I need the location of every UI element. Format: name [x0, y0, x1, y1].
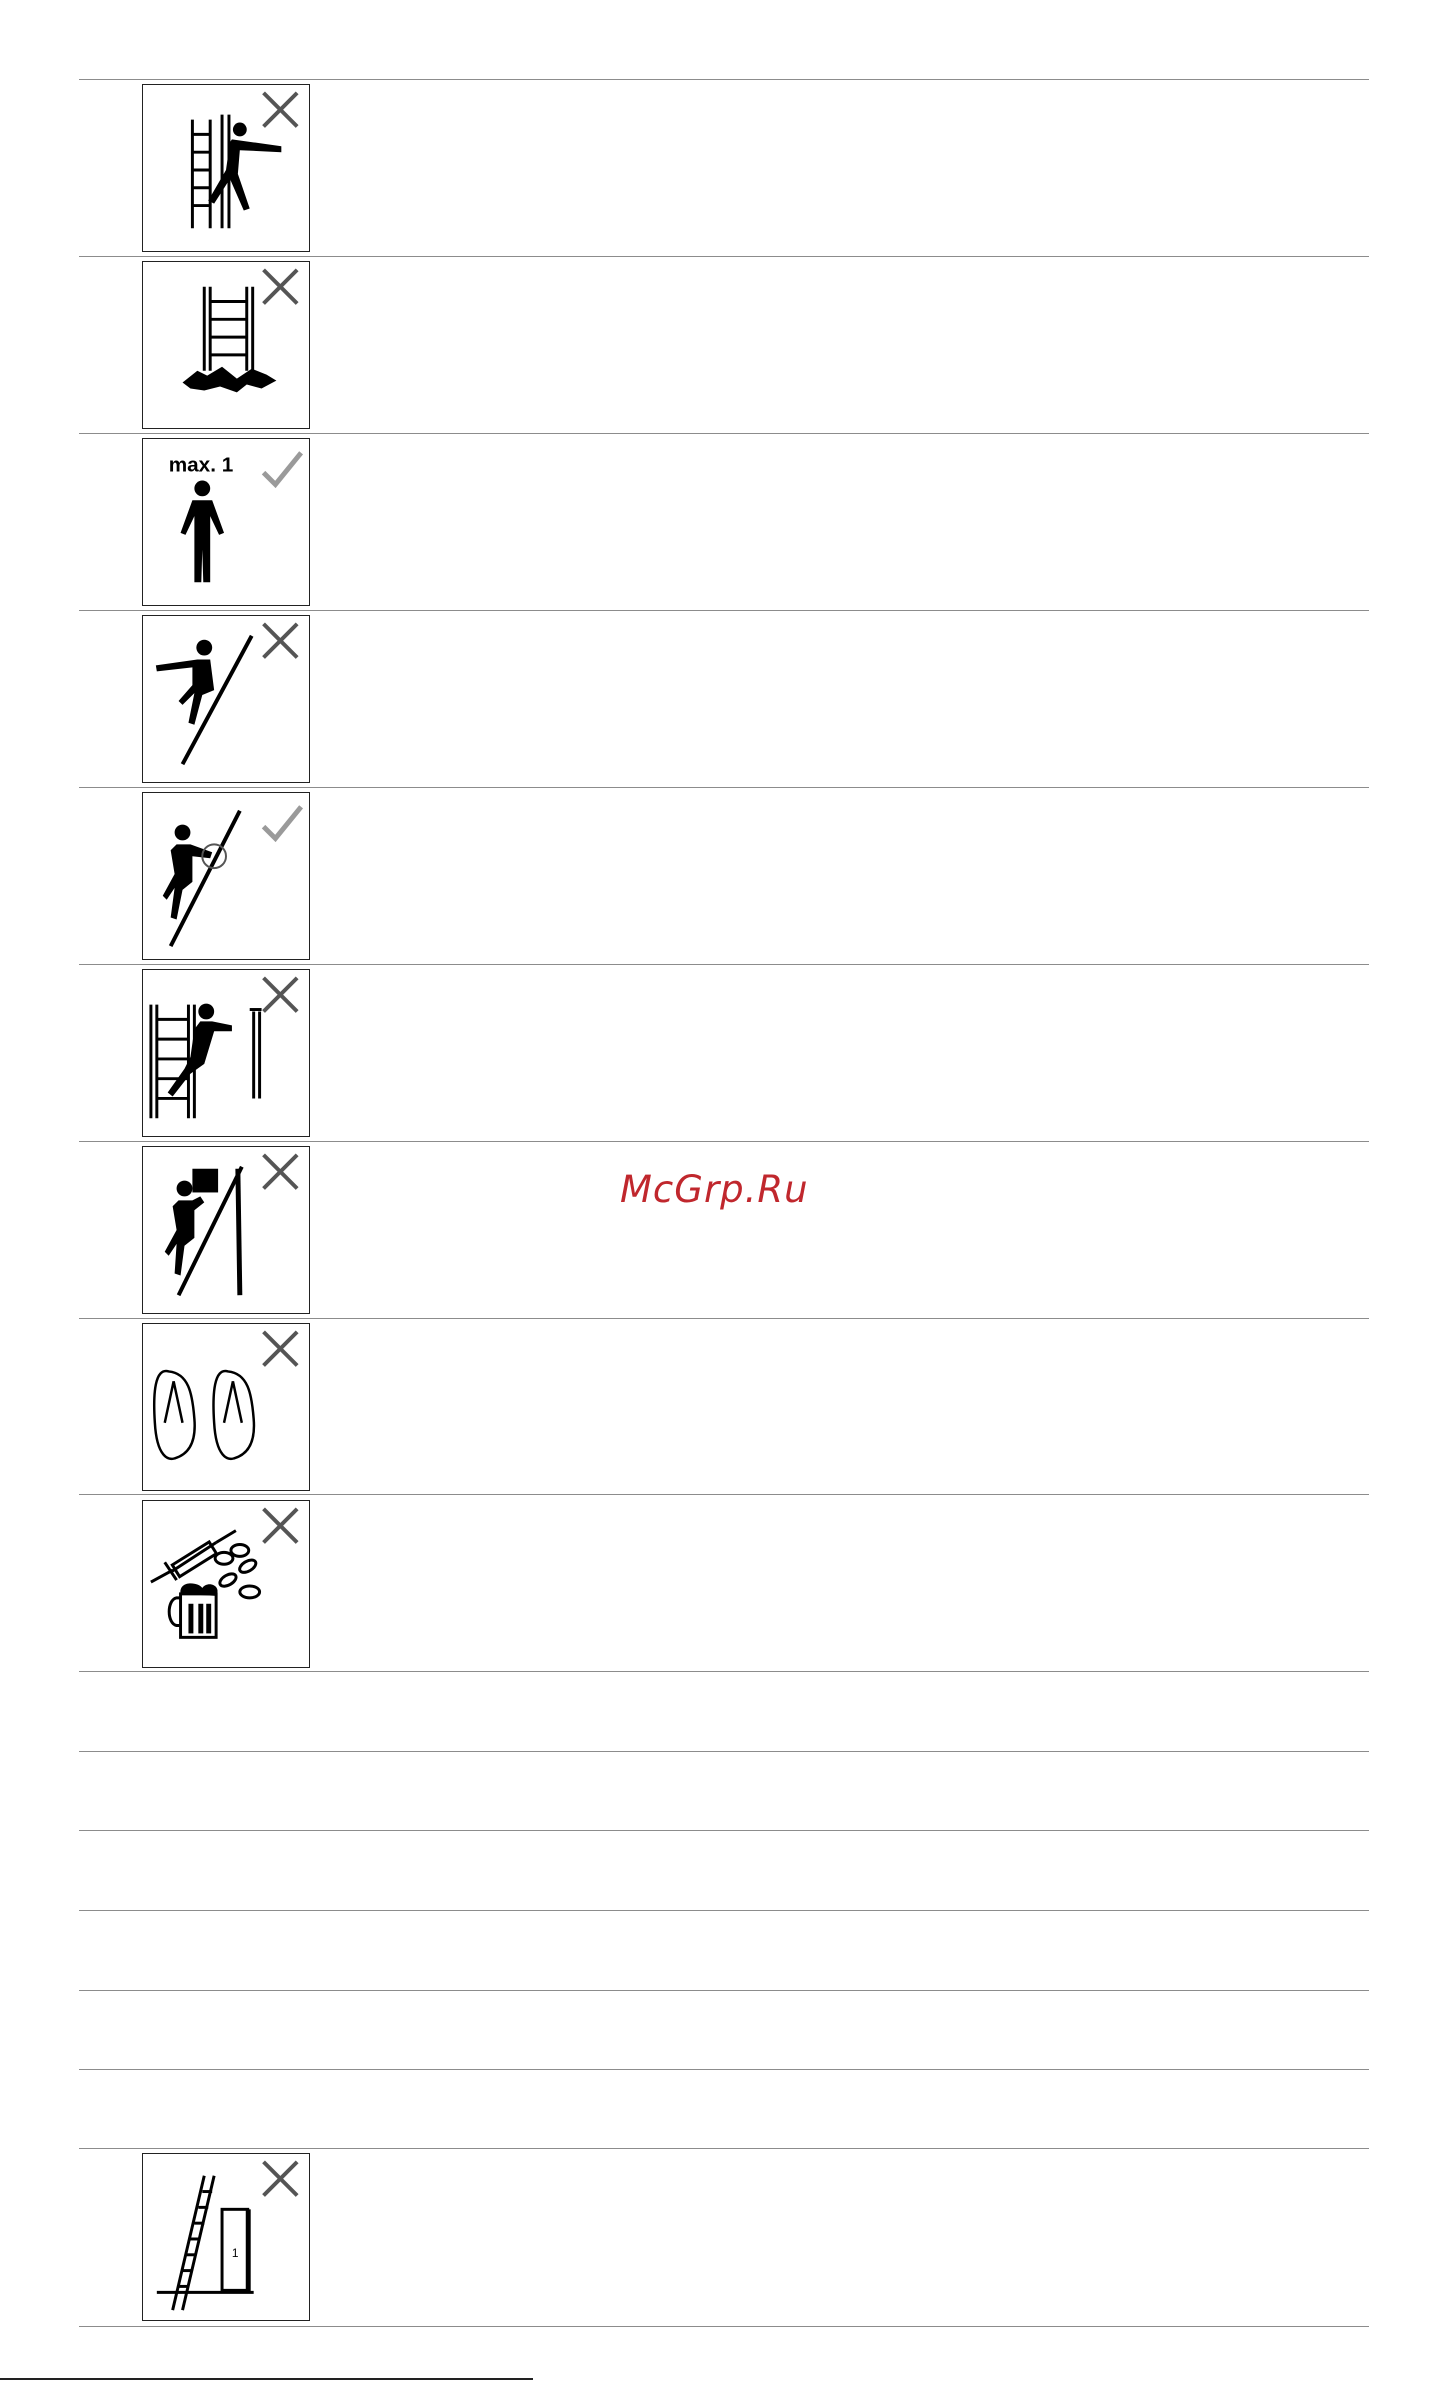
allowed-check-icon: [264, 807, 302, 839]
prohibited-x-icon: [264, 2162, 298, 2196]
door-number: 1: [231, 2245, 239, 2260]
row-divider: [79, 1910, 1369, 1911]
pictogram-carrying-load: [142, 1146, 310, 1314]
row-divider: [79, 1990, 1369, 1991]
prohibited-x-icon: [264, 978, 298, 1012]
row-divider: [79, 1494, 1369, 1495]
row-divider: [79, 610, 1369, 611]
pictogram-drugs-and-alcohol: [142, 1500, 310, 1668]
prohibited-x-icon: [264, 1509, 298, 1543]
watermark: McGrp.Ru: [620, 1168, 809, 1211]
prohibited-x-icon: [264, 1155, 298, 1189]
row-divider: [79, 964, 1369, 965]
prohibited-x-icon: [264, 93, 298, 127]
prohibited-x-icon: [264, 624, 298, 658]
allowed-check-icon: [264, 453, 302, 485]
pictogram-stepping-from-ladder: [142, 969, 310, 1137]
max-persons-caption: max. 1: [168, 453, 234, 477]
row-divider: [79, 2326, 1369, 2327]
row-divider: [79, 1751, 1369, 1752]
pictogram-max-one-person: [142, 438, 310, 606]
row-divider: [79, 256, 1369, 257]
pictogram-leaning-from-ladder: [142, 84, 310, 252]
footer-rule: [0, 2378, 533, 2380]
row-divider: [79, 433, 1369, 434]
row-divider: [79, 1141, 1369, 1142]
row-divider: [79, 1830, 1369, 1831]
row-divider: [79, 1671, 1369, 1672]
row-divider: [79, 1318, 1369, 1319]
row-divider: [79, 787, 1369, 788]
row-divider: [79, 2148, 1369, 2149]
row-divider: [79, 79, 1369, 80]
pictogram-ladder-in-front-of-door: [142, 2153, 310, 2321]
pictogram-flip-flops: [142, 1323, 310, 1491]
pictogram-climbing-without-holding: [142, 615, 310, 783]
pictogram-ladder-on-uneven-ground: [142, 261, 310, 429]
row-divider: [79, 2069, 1369, 2070]
prohibited-x-icon: [264, 1332, 298, 1366]
pictogram-climbing-holding-rail: [142, 792, 310, 960]
prohibited-x-icon: [264, 270, 298, 304]
